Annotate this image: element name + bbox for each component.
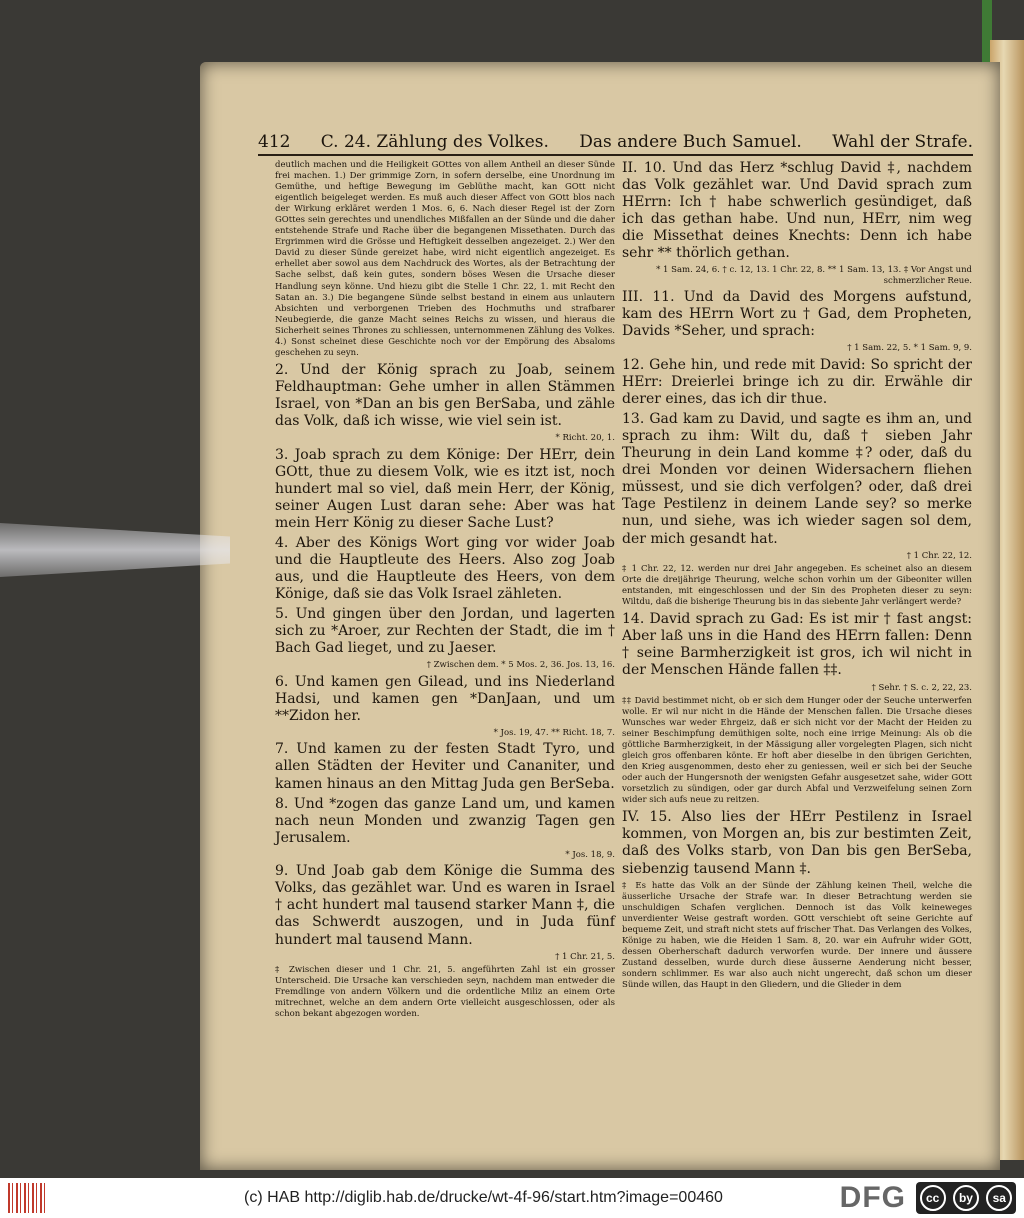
verse-paragraph: 13. Gad kam zu David, und sagte es ihm an, und sprach zu ihm: Wilt du, daß † sieben Jahr Theurung in dein Land komme ‡? oder, daß du drei Monden vor deinen Widersachern fliehen müssest, und sie dich verfolgen? oder, daß drei Tage Pestilenz in deinem Lande sey? so merke nun, und siehe, was ich wieder sagen sol dem, der mich gesandt hat. [622,411,972,547]
header-right: Wahl der Strafe. [832,132,973,152]
verse-paragraph: 3. Joab sprach zu dem Könige: Der HErr, dein GOtt, thue zu diesem Volk, wie es itzt ist, noch hundert mal so viel, daß mein Herr, der König, seiner Augen Lust daran sehe: Aber was hat mein Herr König zu dieser Sache Lust? [275,446,615,531]
footer-bar [0,1178,1024,1218]
cross-reference: * Jos. 19, 47. ** Richt. 18, 7. [493,728,615,739]
verse-paragraph: 4. Aber des Königs Wort ging vor wider Joab und die Hauptleute des Heers. Also zog Joab aus, und die Hauptleute des Heers, von dem Könige, daß sie das Volk Israel zähleten. [275,534,615,603]
header-center: Das andere Buch Samuel. [579,132,802,152]
commentary-note: deutlich machen und die Heiligkeit GOttes von allem Antheil an dieser Sünde frei machen. 1.) Der grimmige Zorn, in sofern derselbe, eine Unordnung im Gemüthe, und heftige Bewegung im Geblüthe macht, kan GOtt nicht eigentlich beigeleget werden. Es muß auch dieser Affect von GOtt blos nach der Wirkung erkläret werden 1 Mos. 6, 6. Nach dieser Regel ist der Zorn GOttes sein gerechtes und unendliches Mißfallen an der Sünde und die daher entstehende Strafe und Rache über die begangenen Missethaten. Durch das Ergrimmen wird die Grösse und Heftigkeit desselben angezeiget. 2.) Wer den David zu dieser Sünde gereizet habe, wird nicht eigentlich angezeiget. Es erhellet aber sowol aus dem Nachdruck des Wortes, als der Betrachtung der Sache selbst, daß kein gutes, sondern böses Wesen die Ursache dieser Handlung seyn könne. Und hiezu gibt die Stelle 1 Chr. 22, 1. mit Recht den Satan an. 3.) Die begangene Sünde selbst bestand in einem aus unlautern Absichten und verborgenen Trieben des Hochmuths und strafbarer Neubegierde, die ganze Macht seines Reichs zu wissen, und hieraus die Sicherheit seines Thrones zu schliessen, unternommenen Zählung des Volkes. 4.) Sonst scheinet diese Geschichte noch vor der Empörung des Absaloms geschehen zu seyn. [275,160,615,358]
right-column [622,160,972,994]
cross-reference: * 1 Sam. 24, 6. † c. 12, 13. 1 Chr. 22, 8. ** 1 Sam. 13, 13. ‡ Vor Angst und schmerzlicher Reue. [656,265,972,286]
light-glare [0,505,230,595]
commentary-note: ‡ 1 Chr. 22, 12. werden nur drei Jahr angegeben. Es scheinet also an diesem Orte die dreijährige Theurung, welche schon vorhin um der Gibeoniter willen entstanden, mit eingeschlossen und der Sin des Propheten dieser zu seyn: Wiltdu, daß die bisherige Theurung bis in das siebente Jahr verlängert werde? [622,564,972,608]
verse-paragraph: 6. Und kamen gen Gilead, und ins Niederland Hadsi, und kamen gen *DanJaan, und um **Zidon her. [275,673,615,724]
cross-reference: † 1 Chr. 21, 5. [555,951,615,962]
cc-icon: cc [920,1185,946,1211]
cross-reference: † Zwischen dem. * 5 Mos. 2, 36. Jos. 13, 16. [426,660,615,671]
barcode-icon [8,1183,48,1213]
verse-paragraph: 12. Gehe hin, und rede mit David: So spricht der HErr: Dreierlei bringe ich zu dir. Erwähle dir derer eines, das ich dir thue. [622,356,972,407]
left-column [275,160,615,1023]
header-left: C. 24. Zählung des Volkes. [320,132,549,152]
dfg-logo: DFG [839,1181,906,1214]
sa-icon: sa [986,1185,1012,1211]
verse-paragraph: 2. Und der König sprach zu Joab, seinem Feldhauptman: Gehe umher in allen Stämmen Israel, von *Dan an bis gen BerSaba, und zähle das Volk, daß ich wisse, wie viel sein ist. [275,361,615,430]
commentary-note: ‡ Zwischen dieser und 1 Chr. 21, 5. angeführten Zahl ist ein grosser Unterscheid. Die Ursache kan verschieden seyn, nachdem man entweder die Fremdlinge von andern Völkern und die ordentliche Miliz an einem Orte mitrechnet, welche an dem andern Orte vielleicht ausgeschlossen, oder als schon bekant abgezogen worden. [275,964,615,1020]
cross-reference: * Jos. 18, 9. [565,849,615,860]
credit-link[interactable]: (c) HAB http://diglib.hab.de/drucke/wt-4f-96/start.htm?image=00460 [244,1189,723,1206]
commentary-note: ‡‡ David bestimmet nicht, ob er sich dem Hunger oder der Seuche unterwerfen wolle. Er wil nur nicht in die Hände der Menschen fallen. Die Ursache dieses Wunsches war weder Ehrgeiz, daß er sich nicht vor der Macht der Heiden zu seiner Beschimpfung demüthigen solte, noch eine irrige Meinung: Als ob die göttliche Barmherzigkeit, in der Mässigung aller vorgelegten Plagen, sich nicht gleich gros offenbaren könte. Er hoft aber dieselbe in den übrigen Gerichten, den Krieg ausgenommen, desto eher zu geniessen, weil er sich bei der Seuche oder auch der Hungersnoth der wenigsten Gefahr ausgesetzet sahe, wider GOtt vorsetzlich zu sündigen, oder gar durch Abfal und Verzweifelung seinen Zorn wider sich aufs neue zu reitzen. [622,695,972,806]
verse-paragraph: III. 11. Und da David des Morgens aufstund, kam des HErrn Wort zu † Gad, dem Propheten, Davids *Seher, und sprach: [622,289,972,340]
verse-paragraph: 14. David sprach zu Gad: Es ist mir † fast angst: Aber laß uns in die Hand des HErrn fallen: Denn † seine Barmherzigkeit ist gros, ich wil nicht in der Menschen Hände fallen ‡‡. [622,611,972,679]
verse-paragraph: 8. Und *zogen das ganze Land um, und kamen nach neun Monden und zwanzig Tagen gen Jerusalem. [275,795,615,846]
verse-paragraph: 7. Und kamen zu der festen Stadt Tyro, und allen Städten der Heviter und Cananiter, und kamen hinaus an den Mittag Juda gen BerSeba. [275,741,615,792]
cross-reference: * Richt. 20, 1. [555,433,615,444]
verse-paragraph: 9. Und Joab gab dem Könige die Summa des Volks, das gezählet war. Und es waren in Israel † acht hundert mal tausend starker Mann ‡, die das Schwerdt auszogen, und in Juda fünf hundert mal tausend Mann. [275,863,615,948]
cross-reference: † 1 Sam. 22, 5. * 1 Sam. 9, 9. [847,343,972,354]
cross-reference: † 1 Chr. 22, 12. [906,550,972,561]
verse-paragraph: II. 10. Und das Herz *schlug David ‡, nachdem das Volk gezählet war. Und David sprach zum HErrn: Ich † habe schwerlich gesündiget, daß ich das gethan habe. Und nun, HErr, nim weg die Missethat deines Knechts: Denn ich habe sehr ** thörlich gethan. [622,160,972,262]
by-icon: by [953,1185,979,1211]
page-number: 412 [258,132,291,152]
verse-paragraph: 5. Und gingen über den Jordan, und lagerten sich zu *Aroer, zur Rechten der Stadt, die im † Bach Gad lieget, und zu Jaeser. [275,606,615,657]
cc-license-badge[interactable] [916,1182,1016,1214]
running-header [258,132,973,156]
commentary-note: ‡ Es hatte das Volk an der Sünde der Zählung keinen Theil, welche die äusserliche Ursache der Strafe war. In dieser Betrachtung werden sie unschuldigen Schafen verglichen. Dennoch ist das Volk keineweges unverdienter Weise gestraft worden. GOtt verschiebt oft seine Gerichte auf bequeme Zeit, und straft nicht stets auf frischer That. Das Verlangen des Volkes, Könige zu haben, wie die Heiden 1 Sam. 8, 20. war ein Aufruhr wider GOtt, dessen Oberherschaft dadurch verworfen wurde. Der innere und äussere Zustand desselben, wurde durch diese äusserne Aenderung nicht besser, sondern schlimmer. Es war also auch nicht ungerecht, daß schon um dieser Sünde willen, das Haupt in den Gliedern, und die Glieder in dem [622,880,972,991]
cross-reference: † Sehr. † S. c. 2, 22, 23. [871,682,972,693]
verse-paragraph: IV. 15. Also lies der HErr Pestilenz in Israel kommen, von Morgen an, bis zur bestimten Zeit, daß des Volks starb, von Dan bis gen BerSeba, siebenzig tausend Mann ‡. [622,809,972,877]
